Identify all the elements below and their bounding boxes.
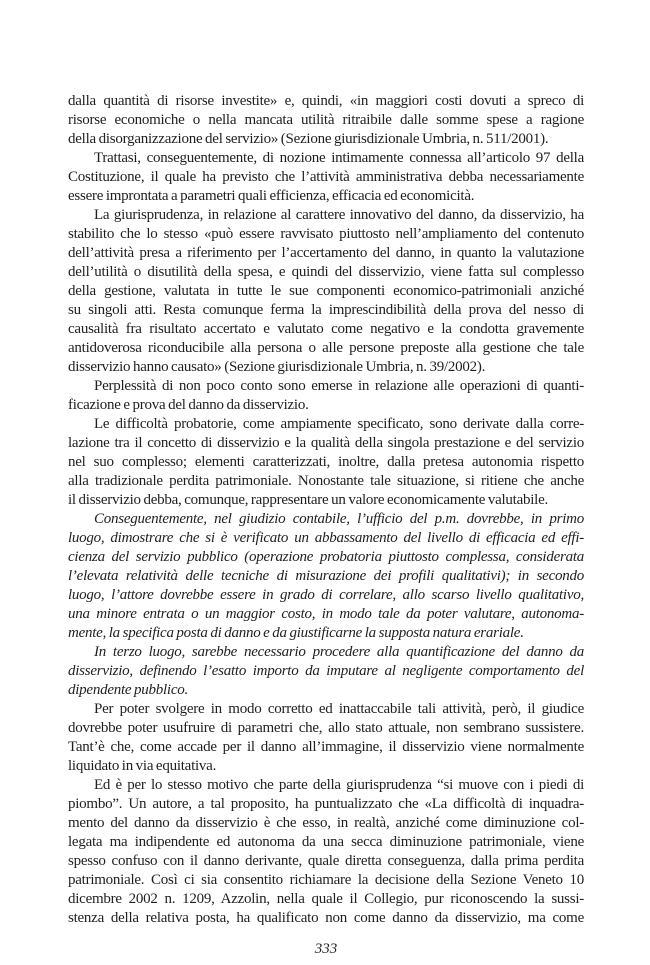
paragraph [68,149,584,206]
paragraph [68,643,584,700]
text-line: liquidato in via equitativa. [68,758,217,774]
text-line: stabilito che lo stesso «può essere ravvisato piuttosto nell’ampliamento del contenuto [68,226,584,242]
text-line: cienza del servizio pubblico (operazione probatoria piuttosto complessa, considerata [68,549,584,565]
text-line: disservizio hanno causato» (Sezione giurisdizionale Umbria, n. 39/2002). [68,359,486,375]
text-line: Perplessità di non poco conto sono emerse in relazione alle operazioni di quanti- [94,378,584,394]
text-line: l’elevata relatività delle tecniche di misurazione dei profili qualitativi); in secondo [68,568,584,584]
text-line: dell’utilità o disutilità della spesa, e quindi del disservizio, viene fatta sul complesso [68,264,584,280]
text-line: una minore entrata o un maggior costo, in modo tale da poter valutare, autonoma- [68,606,584,622]
text-line: dalla quantità di risorse investite» e, quindi, «in maggiori costi dovuti a spreco di [68,93,584,109]
text-line: Costituzione, il quale ha previsto che l’attività amministrativa debba necessariamente [68,169,584,185]
text-line: patrimoniale. Così ci sia consentito richiamare la decisione della Sezione Veneto 10 [68,872,584,888]
text-line: mente, la specifica posta di danno e da giustificarne la supposta natura erariale. [68,625,524,641]
paragraph [68,92,584,149]
text-line: su singoli atti. Resta comunque ferma la imprescindibilità della prova del nesso di [68,302,584,318]
text-line: La giurisprudenza, in relazione al carattere innovativo del danno, da disservizio, ha [94,207,584,223]
text-line: antidoverosa riconducibile alla persona o alle persone preposte alla gestione che tale [68,340,584,356]
text-line: dell’attività presa a riferimento per l’accertamento del danno, in quanto la valutazione [68,245,584,261]
page-number: 333 [314,941,338,957]
text-line: stenza della relativa posta, ha qualificato non come danno da disservizio, ma come [68,910,584,926]
text-line: piombo”. Un autore, a tal proposito, ha puntualizzato che «La difficoltà di inquadra- [68,796,584,812]
text-line: Conseguentemente, nel giudizio contabile, l’ufficio del p.m. dovrebbe, in primo [94,511,584,527]
text-line: In terzo luogo, sarebbe necessario procedere alla quantificazione del danno da [94,644,584,660]
text-line: essere improntata a parametri quali efficienza, efficacia ed economicità. [68,188,475,204]
text-line: Trattasi, conseguentemente, di nozione intimamente connessa all’articolo 97 della [94,150,584,166]
text-line: della gestione, valutata in tutte le sue componenti economico-patrimoniali anziché [68,283,584,299]
text-line: dipendente pubblico. [68,682,189,698]
paragraph [68,206,584,377]
text-line: luogo, l’attore dovrebbe essere in grado di correlare, allo scarso livello qualitativo, [68,587,584,603]
paragraph [68,510,584,643]
paragraph [68,776,584,928]
text-line: alla tradizionale perdita patrimoniale. Nonostante tale situazione, si ritiene che anche [68,473,584,489]
text-line: Per poter svolgere in modo corretto ed inattaccabile tali attività, però, il giudice [94,701,584,717]
text-line: luogo, dimostrare che si è verificato un abbassamento del livello di efficacia ed effi- [68,530,584,546]
body-text [68,92,584,928]
text-line: nel suo complesso; elementi caratterizzati, inoltre, dalla pretesa autonomia rispetto [68,454,584,470]
text-line: Tant’è che, come accade per il danno all’immagine, il disservizio viene normalmente [68,739,584,755]
paragraph [68,700,584,776]
text-line: dicembre 2002 n. 1209, Azzolin, nella quale il Collegio, pur riconoscendo la sussi- [68,891,584,907]
text-line: lazione tra il concetto di disservizio e la qualità della singola prestazione e del servizio [68,435,584,451]
text-line: della disorganizzazione del servizio» (Sezione giurisdizionale Umbria, n. 511/2001). [68,131,549,147]
paragraph [68,415,584,510]
text-line: Ed è per lo stesso motivo che parte della giurisprudenza “si muove con i piedi di [94,777,584,793]
text-line: risorse economiche o nella mancata utilità ritraibile dalle somme spese a ragione [68,112,584,128]
text-line: il disservizio debba, comunque, rappresentare un valore economicamente valutabile. [68,492,548,508]
text-line: mento del danno da disservizio è che esso, in realtà, anziché come diminuzione col- [68,815,584,831]
text-line: Le difficoltà probatorie, come ampiamente specificato, sono derivate dalla corre- [94,416,584,432]
text-line: spesso confuso con il danno derivante, quale diretta conseguenza, dalla prima perdita [68,853,584,869]
text-line: causalità fra risultato accertato e valutato come negativo e la condotta gravemente [68,321,584,337]
text-line: dovrebbe poter usufruire di parametri che, allo stato attuale, non sembrano sussistere. [68,720,584,736]
paragraph [68,377,584,415]
text-line: disservizio, definendo l’esatto importo da imputare al negligente comportamento del [68,663,584,679]
text-line: ficazione e prova del danno da disservizio. [68,397,309,413]
text-line: legata ma indipendente ed autonoma da una secca diminuzione patrimoniale, viene [68,834,584,850]
